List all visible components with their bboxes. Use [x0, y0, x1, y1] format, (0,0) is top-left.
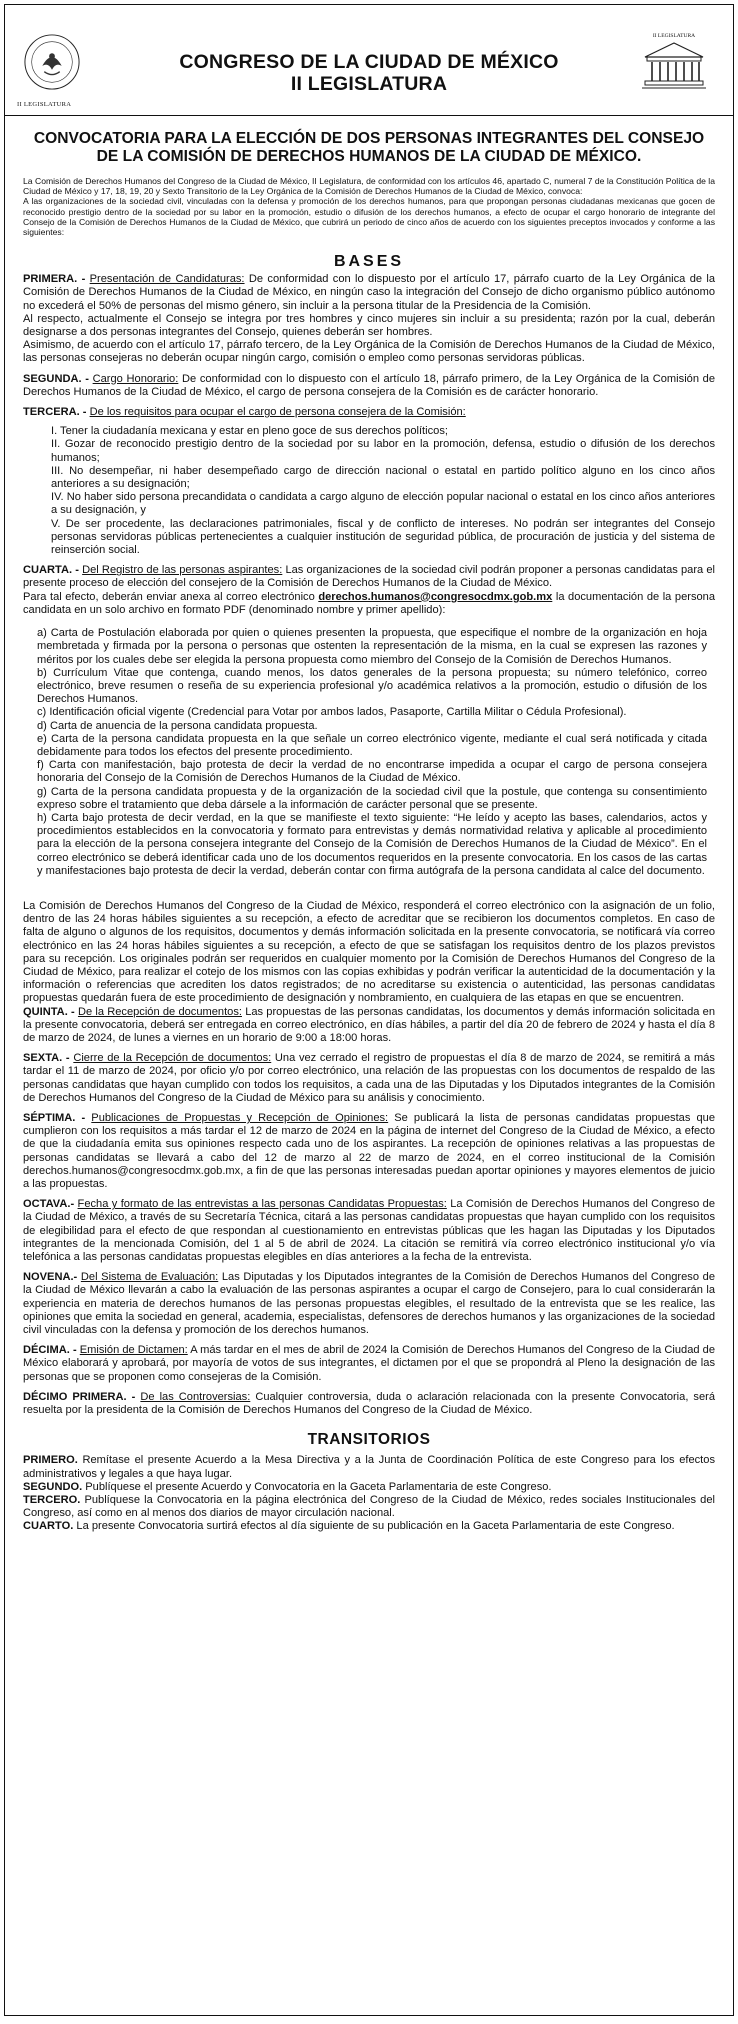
base-heading: De las Controversias:	[140, 1390, 251, 1403]
list-item: I. Tener la ciudadanía mexicana y estar en pleno goce de sus derechos políticos;	[51, 425, 448, 438]
base-septima	[23, 1112, 715, 1191]
base-heading: Cargo Honorario:	[92, 372, 179, 385]
base-label: SÉPTIMA. -	[23, 1112, 86, 1124]
congress-building-logo	[633, 33, 715, 96]
base-octava	[23, 1198, 715, 1264]
document-header	[5, 15, 733, 116]
list-item: II. Gozar de reconocido prestigio dentro de la sociedad por su labor en la promoción, defensa, estudio o difusión de los derechos humanos;	[51, 438, 715, 464]
transitorio-label: SEGUNDO.	[23, 1480, 83, 1493]
base-text: Una vez cerrado el registro de propuestas el día 8 de marzo de 2024, se remitirá a más tardar el 11 de marzo de 2024, por oficio y/o por correo electrónico, una relación de las propuestas con los documentos de respaldo de las personas candidatas que hayan cumplido con todos los requisitos, a cada una de las Diputadas y los Diputados integrantes de la Comisión de Derechos Humanos del Congreso de la Ciudad de México para su análisis y conocimiento.	[23, 1052, 715, 1104]
base-decima-primera	[23, 1391, 715, 1417]
transitorio-item	[23, 1520, 715, 1533]
bases-body	[23, 273, 715, 1533]
base-label: DÉCIMA. -	[23, 1344, 77, 1357]
intro-section	[23, 176, 715, 237]
intro-paragraph: A las organizaciones de la sociedad civil, vinculadas con la defensa y promoción de los derechos humanos, para que propongan personas ciudadanas mexicanas que gocen de reconocido prestigio dentro de la sociedad por su labor en la promoción, estudio o difusión de los derechos humanos, a efecto de ocupar el cargo honorario de integrante del Consejo de la Comisión de Derechos Humanos de la Ciudad de México, que cubrirá un periodo de cinco años de acuerdo con los siguientes preceptos invocados y conforme a las siguientes:	[23, 196, 715, 238]
congress-title-line2: II LEGISLATURA	[290, 73, 448, 95]
base-decima	[23, 1344, 715, 1384]
base-segunda	[23, 373, 715, 399]
base-sexta	[23, 1052, 715, 1105]
documents-list	[37, 627, 707, 878]
base-tercera	[23, 406, 715, 419]
list-item: c) Identificación oficial vigente (Credencial para Votar por ambos lados, Pasaporte, Cartilla Militar o Cédula Profesional).	[37, 706, 627, 719]
base-text: La Comisión de Derechos Humanos del Congreso de la Ciudad de México, a través de su Secretaría Técnica, citará a las personas candidatas propuestas que hayan cumplido con los requisitos de elegibilidad para el efecto de que respondan al cuestionamiento en entrevistas públicas que les hagan las Diputadas y los Diputados integrantes de la mencionada Comisión, del 1 al 5 de abril de 2024. La citación se remitirá vía correo electrónico institucional y/o vía telefónica a las personas candidatas propuestas elegibles en días anteriores a la fecha de la entrevista.	[23, 1198, 715, 1264]
left-legislatura-label: II LEGISLATURA	[17, 101, 72, 108]
base-text: Cualquier controversia, duda o aclaración relacionada con la presente Convocatoria, será resuelta por la presidenta de la Comisión de Derechos Humanos del Congreso de la Ciudad de México.	[23, 1390, 715, 1417]
email-link[interactable]: derechos.humanos@congresocdmx.gob.mx	[318, 590, 553, 603]
list-item: e) Carta de la persona candidata propuesta en la que señale un correo electrónico vigente, mediante el cual será notificada y citada debidamente para todos los efectos del presente procedimiento.	[37, 732, 707, 758]
base-heading: De los requisitos para ocupar el cargo de persona consejera de la Comisión:	[89, 406, 466, 419]
base-label: PRIMERA. -	[23, 273, 86, 286]
base-label: OCTAVA.-	[23, 1198, 75, 1211]
base-text: De conformidad con lo dispuesto por el artículo 17, párrafo cuarto de la Ley Orgánica de la Comisión de Derechos Humanos de la Ciudad de México, en ningún caso la integración del Consejo de dicho organismo público autónomo no excederá el 50% de personas del mismo género, sin incluir a la persona titular de la Presidencia de la Comisión.	[23, 273, 716, 312]
base-heading: Publicaciones de Propuestas y Recepción de Opiniones:	[91, 1112, 389, 1124]
base-heading: Emisión de Dictamen:	[79, 1344, 188, 1357]
base-heading: Del Sistema de Evaluación:	[80, 1271, 219, 1284]
base-text: A más tardar en el mes de abril de 2024 la Comisión de Derechos Humanos del Congreso de la Ciudad de México elaborará y aprobará, por mayoría de votos de sus integrantes, el dictamen por el que se propondrá al Pleno la designación de las personas que se proponen como consejeras de la Comisión.	[23, 1344, 716, 1383]
base-text: la documentación de la persona candidata en un solo archivo en formato PDF (denominado nombre y primer apellido):	[23, 590, 715, 616]
transitorio-label: PRIMERO.	[23, 1454, 78, 1467]
base-paragraph: Al respecto, actualmente el Consejo se integra por tres hombres y cinco mujeres sin incluir a su presidenta; razón por la cual, deberán designarse a dos personas integrantes del Consejo, quienes deberán ser hombres.	[23, 312, 715, 339]
base-novena	[23, 1271, 715, 1337]
base-label: CUARTA. -	[23, 564, 79, 577]
base-heading: Cierre de la Recepción de documentos:	[73, 1052, 272, 1065]
transitorio-label: TERCERO.	[23, 1494, 81, 1507]
base-text: Para tal efecto, deberán enviar anexa al correo electrónico	[23, 590, 319, 603]
base-text: Las Diputadas y los Diputados integrantes de la Comisión de Derechos Humanos del Congreso de la Ciudad de México llevarán a cabo la evaluación de las personas aspirantes a ocupar el cargo de Consejero, para lo cual considerarán la experiencia en materia de derechos humanos de las personas propuestas elegibles, el resultado de la entrevista que se les realice, las opiniones que emita la sociedad en general, academia, especialistas, defensores de derechos humanos y las organizaciones de la sociedad civil vinculadas con la defensa y promoción de los derechos humanos.	[23, 1271, 715, 1337]
base-label: SEGUNDA. -	[23, 372, 89, 385]
base-label: NOVENA.-	[23, 1271, 78, 1284]
transitorios-heading: TRANSITORIOS	[307, 1431, 431, 1449]
transitorio-label: CUARTO.	[23, 1520, 74, 1533]
transitorio-text: Publíquese la Convocatoria en la página electrónica del Congreso de la Ciudad de México, redes sociales Institucionales del Congreso, así como en al menos dos diarios de mayor circulación nacional.	[23, 1494, 715, 1520]
list-item: a) Carta de Postulación elaborada por quien o quienes presenten la propuesta, que especifique el nombre de la organización en hoja membretada y firmada por la persona o personas que ostenten la representación de la misma, en la cual se expresen las razones y méritos por los cuales debe ser elegida la persona propuesta como miembro del Consejo de la Comisión de Derechos Humanos.	[37, 627, 707, 666]
base-heading: Presentación de Candidaturas:	[89, 273, 245, 286]
document-page	[4, 4, 734, 2016]
list-item: III. No desempeñar, ni haber desempeñado cargo de dirección nacional o estatal en partido político alguno en los cinco años anteriores a su designación;	[51, 464, 715, 491]
list-item: d) Carta de anuencia de la persona candidata propuesta.	[37, 719, 318, 732]
base-label: QUINTA. -	[23, 1005, 75, 1018]
list-item: V. De ser procedente, las declaraciones patrimoniales, fiscal y de conflicto de intereses. No podrán ser integrantes del Consejo personas servidoras públicas pertenecientes a cualquier institución de seguridad pública, de procuración de justicia y del sistema de reinserción social.	[51, 517, 715, 557]
base-label: TERCERA. -	[23, 406, 87, 419]
transitorio-item	[23, 1494, 715, 1520]
congress-building-icon	[639, 39, 709, 91]
bases-heading: BASES	[333, 253, 405, 271]
base-text: Se publicará la lista de personas candidatas propuestas que cumplieron con los requisitos a más tardar el 12 de marzo de 2024 en la página de internet del Congreso de la Ciudad de México, a efecto de que la ciudadanía emita sus opiniones respecto cada uno de los aspirantes. La recepción de opiniones relativas a las propuestas de personas candidatas se llevará a cabo del 12 de marzo al 22 de marzo de 2024, en el correo institucional de la Comisión derechos.humanos@congresocdmx.gob.mx, a fin de que las personas interesadas puedan aportar opiniones y mayores elementos de juicio a las propuestas.	[23, 1112, 715, 1191]
congress-title	[5, 51, 733, 95]
intro-paragraph: La Comisión de Derechos Humanos del Congreso de la Ciudad de México, II Legislatura, de conformidad con los artículos 46, apartado C, numeral 7 de la Constitución Política de la Ciudad de México y 17, 18, 19, 20 y Sexto Transitorio de la Ley Orgánica de la Comisión de Derechos Humanos de la Ciudad de México, convoca:	[23, 176, 715, 197]
convocatoria-title: CONVOCATORIA PARA LA ELECCIÓN DE DOS PERSONAS INTEGRANTES DEL CONSEJO DE LA COMISIÓN DE DERECHOS HUMANOS DE LA CIUDAD DE MÉXICO.	[33, 130, 705, 165]
transitorio-item	[23, 1481, 715, 1494]
transitorio-text: La presente Convocatoria surtirá efectos al día siguiente de su publicación en la Gaceta Parlamentaria de este Congreso.	[73, 1520, 675, 1533]
list-item: IV. No haber sido persona precandidata o candidata a cargo alguno de elección popular nacional o estatal en los cinco años anteriores a su designación, y	[51, 491, 715, 517]
congress-title-line1: CONGRESO DE LA CIUDAD DE MÉXICO	[179, 51, 559, 73]
transitorio-item	[23, 1454, 715, 1480]
list-item: b) Currículum Vitae que contenga, cuando menos, los datos generales de la persona propuesta; su número telefónico, correo electrónico, breve resumen o reseña de su experiencia profesional y/o académica relativos a la promoción, estudio o difusión de los Derechos Humanos.	[37, 666, 707, 706]
base-heading: Del Registro de las personas aspirantes:	[82, 564, 283, 577]
transitorio-text: Remítase el presente Acuerdo a la Mesa Directiva y a la Junta de Coordinación Política de este Congreso para los efectos administrativos y legales a que haya lugar.	[23, 1454, 715, 1480]
base-cuarta	[23, 564, 715, 590]
base-heading: Fecha y formato de las entrevistas a las personas Candidatas Propuestas:	[77, 1198, 447, 1211]
base-quinta	[23, 1006, 715, 1046]
list-item: g) Carta de la persona candidata propuesta y de la organización de la sociedad civil que la postule, que contenga su consentimiento expreso sobre el tratamiento que deba dársele a la información de carácter personal que se presente.	[37, 785, 707, 811]
base-label: DÉCIMO PRIMERA. -	[23, 1390, 136, 1403]
base-text: Las propuestas de las personas candidatas, los documentos y demás información solicitada en la presente convocatoria, deberá ser entregada en correo electrónico, en días hábiles, a partir del día 20 de febrero de 2024 y hasta el día 8 de marzo de 2024, de lunes a viernes en un horario de 9:00 a 18:00 horas.	[23, 1005, 716, 1044]
base-primera	[23, 273, 715, 313]
base-text: Las organizaciones de la sociedad civil podrán proponer a personas candidatas para el presente proceso de elección del consejero de la Comisión de Derechos Humanos de la Ciudad de México.	[23, 564, 716, 590]
list-item: f) Carta con manifestación, bajo protesta de decir la verdad de no encontrarse impedida a ocupar el cargo de persona consejera honoraria del Consejo de la Comisión de Derechos Humanos de la Ciudad de México.	[37, 759, 707, 785]
right-legislatura-label: II LEGISLATURA	[652, 33, 696, 39]
base-paragraph: La Comisión de Derechos Humanos del Congreso de la Ciudad de México, responderá el correo electrónico con la asignación de un folio, dentro de las 24 horas hábiles siguientes a su recepción, a efecto de acreditar que se recibieron los documentos completos. En caso de falta de alguno o algunos de los requisitos, documentos y demás información solicitada en la presente convocatoria, se notificará vía correo electrónico en las 24 horas hábiles siguientes a su recepción, a efecto de que se satisfagan los requisitos dentro de los plazos previstos para su recepción. Los originales podrán ser requeridos en cualquier momento por la Comisión de Derechos Humanos del Congreso de la Ciudad de México, para realizar el cotejo de los mismos con las copias exhibidas y podrán verificar la autenticidad de la documentación y la información o referencias que acrediten los datos registrados; de no acreditarse su existencia o autenticidad, las personas candidatas propuestas quedarán fuera de este procedimiento de designación y nombramiento, en cualquiera de las etapas en que se encuentren.	[23, 899, 715, 1005]
transitorio-text: Publíquese el presente Acuerdo y Convocatoria en la Gaceta Parlamentaria de este Congreso.	[82, 1480, 552, 1493]
base-label: SEXTA. -	[23, 1052, 70, 1065]
base-heading: De la Recepción de documentos:	[77, 1005, 242, 1018]
list-item: h) Carta bajo protesta de decir verdad, en la que se manifieste el texto siguiente: “He leído y acepto las bases, calendarios, actos y procedimientos establecidos en la convocatoria y formato para entrevistas y demás normatividad relativa y aplicable al procedimiento para la elección de la persona consejera integrante del Consejo de la Comisión de Derechos Humanos de la Ciudad de México”. En el correo electrónico se deberá identificar cada uno de los documentos requeridos en la presente convocatoria. En los casos de las cartas y manifestaciones bajo protesta de decir la verdad, deberán contar con firma autógrafa de la persona candidata al calce del documento.	[37, 811, 707, 877]
requirements-list	[51, 425, 715, 557]
base-paragraph	[23, 591, 715, 617]
base-text: De conformidad con lo dispuesto con el artículo 18, párrafo primero, de la Ley Orgánica de la Comisión de Derechos Humanos de la Ciudad de México, el cargo de persona consejera de la Comisión es de carácter honorario.	[23, 372, 716, 398]
base-paragraph: Asimismo, de acuerdo con el artículo 17, párrafo tercero, de la Ley Orgánica de la Comisión de Derechos Humanos de la Ciudad de México, las personas consejeras no deberán ocupar ningún cargo, comisión o empleo como personas servidoras públicas.	[23, 339, 715, 365]
